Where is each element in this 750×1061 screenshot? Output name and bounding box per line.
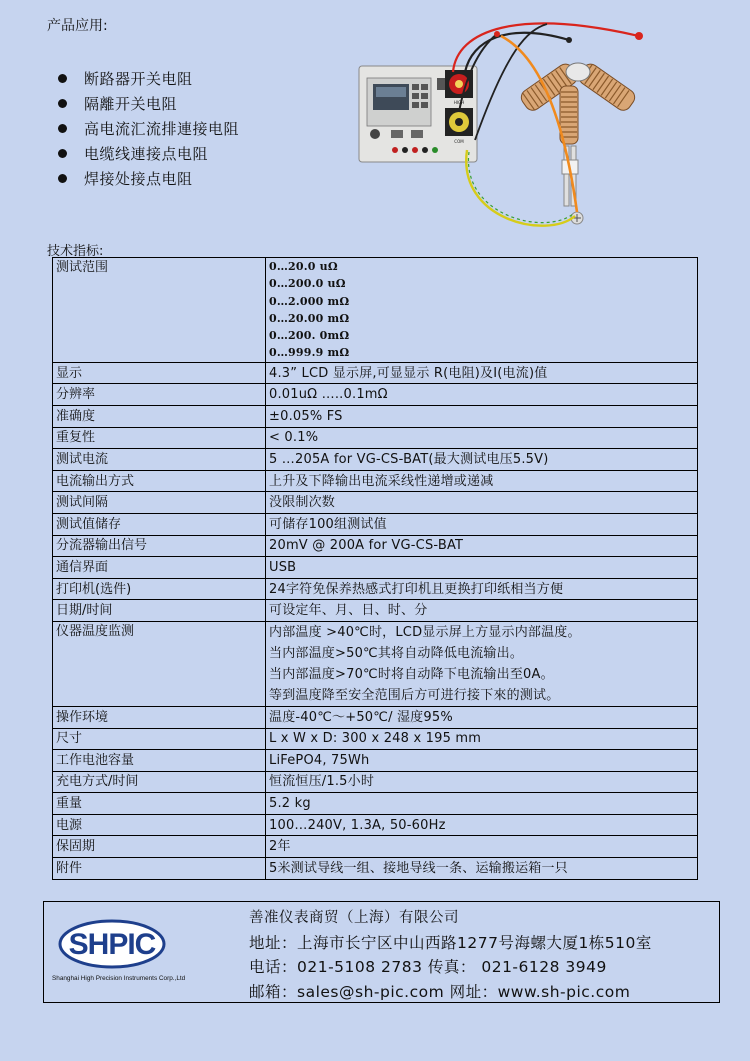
spec-label: 重复性 [53,427,266,449]
table-row [53,384,698,406]
range-value: 0…999.9 mΩ [269,346,350,360]
spec-value: 可设定年、月、日、时、分 [266,600,698,622]
spec-value [266,258,698,363]
spec-label: 日期/时间 [53,600,266,622]
bullet-icon [58,124,67,133]
table-row [53,427,698,449]
spec-value: 5 …205A for VG-CS-BAT(最大测试电压5.5V) [266,449,698,471]
temp-note: 等到温度降至安全范围后方可进行接下來的测试。 [269,687,560,703]
spec-value: 5米测试导线一组、接地导线一条、运输搬运箱一只 [266,858,698,880]
company-email: 邮箱：sales@sh-pic.com 网址：www.sh-pic.com [249,982,631,1001]
spec-label: 尺寸 [53,728,266,750]
spec-value: 24字符免保养热感式打印机且更换打印纸相当方便 [266,578,698,600]
list-item-text: 焊接处接点电阻 [84,170,193,188]
table-row [53,706,698,728]
table-row [53,557,698,579]
list-item-text: 电缆线連接点电阻 [84,145,209,163]
bullet-icon [58,99,67,108]
high-terminal-label: HIGH [453,100,465,105]
table-row [53,728,698,750]
spec-value: 100…240V, 1.3A, 50-60Hz [266,814,698,836]
spec-value: 可储存100组测试值 [266,513,698,535]
list-item [56,116,239,141]
spec-value: 0.01uΩ …..0.1mΩ [266,384,698,406]
spec-label: 显示 [53,362,266,384]
com-terminal-label: COM [454,139,464,144]
spec-label: 仪器温度监测 [53,621,266,706]
logo-subtitle: Shanghai High Precision Instruments Corp.,Ltd [52,975,186,982]
spec-value: L x W x D: 300 x 248 x 195 mm [266,728,698,750]
range-value: 0…200. 0mΩ [269,329,350,343]
spec-label: 测试范围 [53,258,266,363]
logo-text: SHPIC [68,928,156,961]
table-row [53,771,698,793]
instrument-panel [359,66,477,162]
spec-value: 20mV @ 200A for VG-CS-BAT [266,535,698,557]
spec-label: 充电方式/时间 [53,771,266,793]
company-address: 地址：上海市长宁区中山西路1277号海螺大厦1栋510室 [249,933,652,952]
table-row [53,814,698,836]
table-row [53,578,698,600]
table-row [53,858,698,880]
table-row [53,535,698,557]
list-item [56,66,239,91]
bullet-icon [58,174,67,183]
spec-label: 电源 [53,814,266,836]
table-row [53,793,698,815]
temp-note: 当内部温度>70℃时将自动降下电流输出至0A。 [269,666,554,682]
spec-value: 上升及下降输出电流采线性递增或递减 [266,470,698,492]
spec-value: 5.2 kg [266,793,698,815]
spec-value: 恒流恒压/1.5小时 [266,771,698,793]
temp-note: 当内部温度>50℃其将自动降低电流输出。 [269,645,524,661]
spec-label: 附件 [53,858,266,880]
spec-label: 重量 [53,793,266,815]
spec-label: 分辨率 [53,384,266,406]
range-value: 0…2.000 mΩ [269,294,350,308]
spec-label: 通信界面 [53,557,266,579]
shpic-logo [52,919,217,984]
company-name: 善准仪表商贸（上海）有限公司 [249,910,459,926]
spec-value: 2年 [266,836,698,858]
spec-value: USB [266,557,698,579]
busbar-assembly [518,61,638,224]
table-row [53,470,698,492]
list-item-text: 隔離开关电阻 [84,95,178,113]
table-row [53,492,698,514]
company-footer [43,901,720,1003]
spec-label: 工作电池容量 [53,750,266,772]
spec-label: 测试间隔 [53,492,266,514]
spec-label: 准确度 [53,405,266,427]
spec-value: 没限制次数 [266,492,698,514]
list-item-text: 高电流汇流排連接电阻 [84,120,240,138]
spec-label: 操作环境 [53,706,266,728]
table-row [53,513,698,535]
spec-label: 打印机(选件) [53,578,266,600]
spec-value: 温度-40℃～+50℃/ 湿度95% [266,706,698,728]
table-row [53,362,698,384]
spec-label: 保固期 [53,836,266,858]
spec-table [52,257,698,880]
spec-value: 4.3” LCD 显示屏,可显显示 R(电阻)及I(电流)值 [266,362,698,384]
table-row [53,405,698,427]
list-item-text: 断路器开关电阻 [84,70,193,88]
table-row [53,449,698,471]
spec-value: < 0.1% [266,427,698,449]
spec-label: 测试值储存 [53,513,266,535]
table-row [53,750,698,772]
range-value: 0…20.00 mΩ [269,311,350,325]
bullet-icon [58,74,67,83]
table-row [53,600,698,622]
applications-title: 产品应用: [47,18,108,34]
spec-value: ±0.05% FS [266,405,698,427]
range-value: 0…200.0 uΩ [269,277,346,291]
spec-label: 电流输出方式 [53,470,266,492]
product-illustration [357,0,657,240]
company-phone: 电话：021-5108 2783 传真： 021-6128 3949 [249,958,607,976]
list-item [56,141,239,166]
list-item [56,166,239,191]
list-item [56,91,239,116]
range-value: 0…20.0 uΩ [269,260,338,273]
spec-value: LiFePO4, 75Wh [266,750,698,772]
bullet-icon [58,149,67,158]
table-row [53,621,698,706]
spec-label: 测试电流 [53,449,266,471]
temp-note: 内部温度 >40℃时，LCD显示屏上方显示内部温度。 [269,624,581,640]
spec-label: 分流器输出信号 [53,535,266,557]
spec-title: 技术指标: [47,244,104,259]
table-row [53,258,698,363]
applications-list [56,66,239,191]
spec-value [266,621,698,706]
table-row [53,836,698,858]
test-leads [453,23,643,225]
